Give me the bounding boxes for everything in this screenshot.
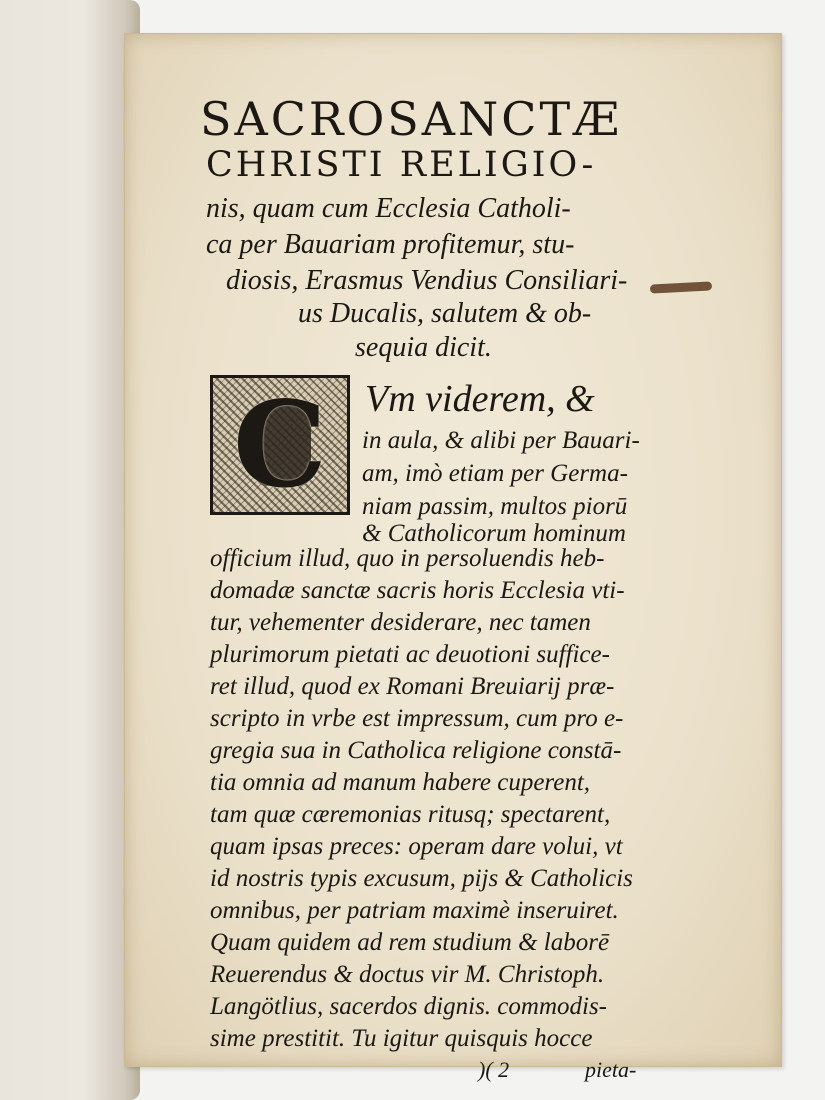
body-line-15: quam ipsas preces: operam dare volui, vt — [210, 833, 623, 860]
signature-mark: )( 2 — [478, 1057, 510, 1082]
catchword: pieta- — [585, 1057, 637, 1082]
title-line-7: sequia dicit. — [355, 332, 492, 363]
body-line-3: am, imò etiam per Germa- — [362, 460, 628, 487]
body-line-11: scripto in vrbe est impressum, cum pro e- — [210, 705, 624, 732]
body-line-4: niam passim, multos piorū — [362, 493, 628, 520]
body-line-16: id nostris typis excusum, pijs & Catholicis — [210, 865, 633, 892]
body-line-19: Reuerendus & doctus vir M. Christoph. — [210, 961, 605, 988]
facing-page — [0, 0, 140, 1100]
body-line-8: tur, vehementer desiderare, nec tamen — [210, 609, 591, 636]
body-line-9: plurimorum pietati ac deuotioni suffice- — [210, 641, 610, 668]
body-line-21: sime prestitit. Tu igitur quisquis hocce — [210, 1025, 593, 1052]
body-line-6: officium illud, quo in persoluendis heb- — [210, 545, 605, 572]
title-line-6: us Ducalis, salutem & ob- — [298, 298, 592, 329]
body-line-10: ret illud, quod ex Romani Breuiarij præ- — [210, 673, 615, 700]
drop-cap-letter: C — [233, 375, 327, 514]
title-line-3: nis, quam cum Ecclesia Catholi- — [206, 193, 571, 224]
body-line-14: tam quæ cæremonias ritusq; spectarent, — [210, 801, 611, 828]
title-line-2: CHRISTI RELIGIO- — [206, 145, 597, 185]
body-line-2: in aula, & alibi per Bauari- — [362, 427, 640, 454]
title-line-1: SACROSANCTÆ — [200, 92, 623, 146]
drop-cap-initial — [210, 375, 350, 515]
title-line-4: ca per Bauariam profitemur, stu- — [206, 229, 575, 260]
body-line-20: Langötlius, sacerdos dignis. commodis- — [210, 993, 607, 1020]
body-line-5: & Catholicorum hominum — [362, 520, 626, 547]
body-line-7: domadæ sanctæ sacris horis Ecclesia vti- — [210, 577, 625, 604]
body-line-12: gregia sua in Catholica religione constā- — [210, 737, 622, 764]
body-line-17: omnibus, per patriam maximè inseruiret. — [210, 897, 619, 924]
body-line-13: tia omnia ad manum habere cuperent, — [210, 769, 591, 796]
body-line-1: Vm viderem, & — [365, 378, 595, 420]
title-line-5: diosis, Erasmus Vendius Consiliari- — [226, 265, 628, 296]
body-line-18: Quam quidem ad rem studium & laborē — [210, 929, 610, 956]
